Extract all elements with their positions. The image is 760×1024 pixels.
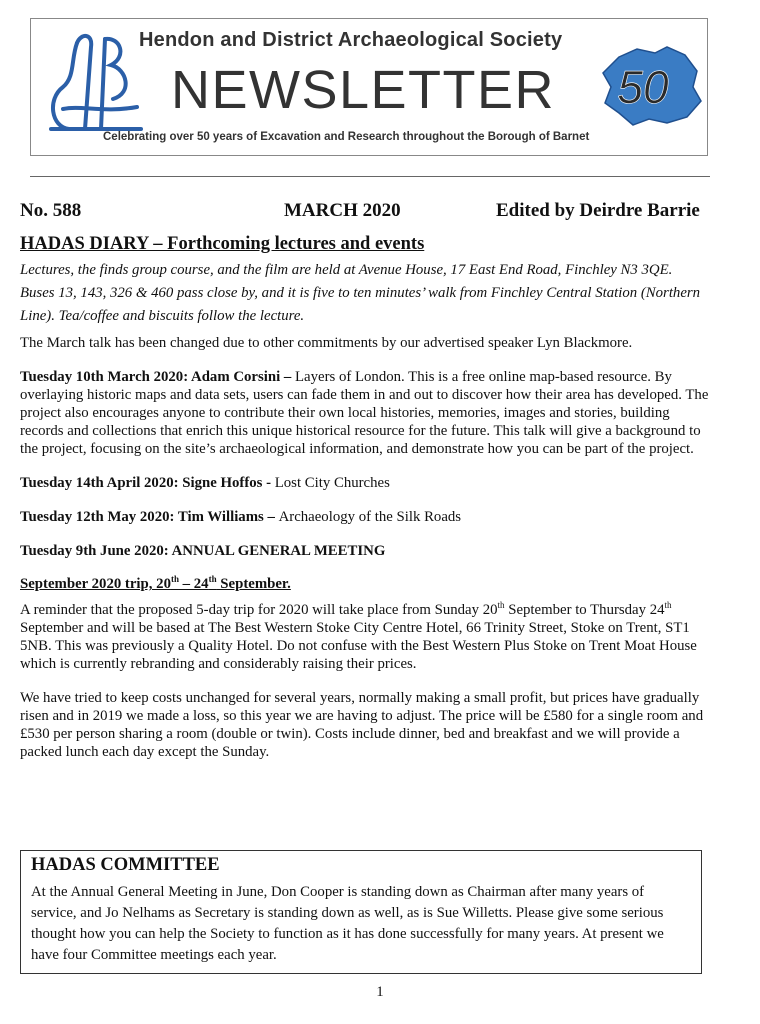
event-item: [20, 368, 710, 458]
trip-details: A reminder that the proposed 5-day trip for 2020 will take place from Sunday 20th September to Thursday 24th September and will be based at The Best Western Stoke City Centre Hotel, 66 Trinity Street, Stoke on Trent, ST1 5NB. This was previously a Quality Hotel. Do not confuse with the Best Western Plus Stoke on Trent Moat House which is currently rebranding and considerably raising their prices.: [20, 600, 697, 672]
event-item: [20, 542, 710, 560]
event-heading: Tuesday 10th March 2020: Adam Corsini: [20, 369, 281, 385]
trip-costs: We have tried to keep costs unchanged for several years, normally making a small profit, but prices have gradually risen and in 2019 we made a loss, so this year we are having to adjust. The price will be £580 for a single room and £530 per person sharing a room (double or twin). Costs include dinner, bed and breakfast and we will provide a packed lunch each day except the Sunday.: [20, 690, 704, 760]
hadas-logo: [41, 29, 151, 137]
event-description: Archaeology of the Silk Roads: [278, 509, 462, 525]
newsletter-title: NEWSLETTER: [171, 60, 556, 120]
trip-heading: September 2020 trip, 20th – 24th September.: [20, 574, 291, 592]
event-description: Lost City Churches: [274, 475, 390, 491]
event-heading: Tuesday 14th April 2020: Signe Hoffos: [20, 475, 263, 491]
event-separator: –: [280, 369, 296, 385]
masthead-tagline: Celebrating over 50 years of Excavation and Research throughout the Borough of Barnet: [103, 131, 590, 143]
issue-date: MARCH 2020: [284, 200, 401, 221]
anniversary-number: 50: [617, 61, 669, 113]
newsletter-masthead: [30, 18, 708, 156]
masthead-divider: [30, 176, 710, 177]
committee-heading: HADAS COMMITTEE: [31, 855, 220, 875]
event-separator: –: [263, 509, 279, 525]
committee-box: [20, 850, 702, 974]
event-heading: Tuesday 12th May 2020: Tim Williams: [20, 509, 264, 525]
event-heading: Tuesday 9th June 2020: ANNUAL GENERAL MEETING: [20, 543, 386, 559]
committee-text: At the Annual General Meeting in June, Don Cooper is standing down as Chairman after many years of service, and Jo Nelhams as Secretary is standing down as well, as is Sue Willetts. Please give some serious thought how you can help the Society to function as it has done successfully for many years. At present we have four Committee meetings each year.: [31, 884, 664, 963]
page-number: 1: [376, 984, 384, 1000]
society-name: Hendon and District Archaeological Society: [139, 29, 563, 51]
venue-note: Lectures, the finds group course, and the film are held at Avenue House, 17 East End Road, Finchley N3 3QE. Buses 13, 143, 326 & 460 pass close by, and it is five to ten minutes’ walk from Finchley Central Station (Northern Line). Tea/coffee and biscuits follow the lecture.: [20, 262, 701, 324]
event-item: [20, 474, 710, 492]
newsletter-body: [20, 234, 710, 777]
issue-editor: Edited by Deirdre Barrie: [496, 200, 700, 221]
issue-number: No. 588: [20, 200, 82, 221]
diary-heading: HADAS DIARY – Forthcoming lectures and events: [20, 234, 425, 254]
barnet-map-50-emblem: [597, 43, 705, 129]
change-note: The March talk has been changed due to other commitments by our advertised speaker Lyn Blackmore.: [20, 335, 633, 351]
issue-line: [20, 200, 720, 226]
event-separator: -: [262, 475, 275, 491]
event-description: Layers of London. This is a free online map-based resource. By overlaying historic maps and data sets, users can fade them in and out to discover how their area has developed. The project also encourages anyone to contribute their own local histories, memories, images and stories, building records and collections that enrich this unique historical resource for the future. This talk will give a background to the project, focusing on the site’s archaeological information, and demonstrate how you can be part of the project.: [20, 369, 709, 457]
event-item: [20, 508, 710, 526]
